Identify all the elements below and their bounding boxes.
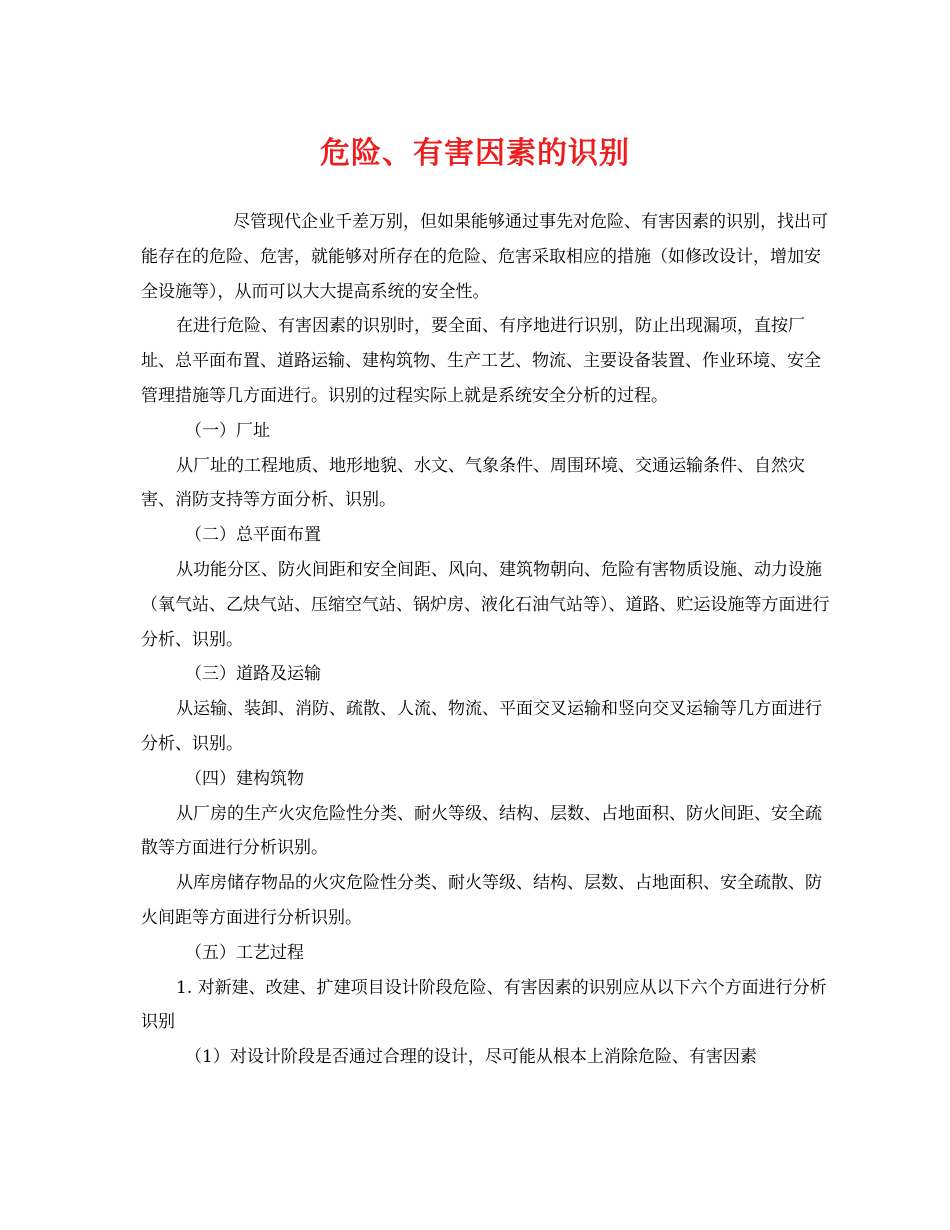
paragraph-factory-buildings: 从厂房的生产火灾危险性分类、耐火等级、结构、层数、占地面积、防火间距、安全疏散等方面进行分析识别。 — [141, 803, 822, 859]
document-body — [141, 205, 831, 1075]
paragraph-warehouses: 从库房储存物品的火灾危险性分类、耐火等级、结构、层数、占地面积、安全疏散、防火间距等方面进行分析识别。 — [141, 873, 822, 928]
document-title: 危险、有害因素的识别 — [320, 136, 630, 171]
section-heading-buildings: （四）建构筑物 — [185, 768, 304, 789]
paragraph-process-item-1: 1. 对新建、改建、扩建项目设计阶段危险、有害因素的识别应从以下六个方面进行分析识别 — [141, 977, 827, 1033]
section-heading-site: （一）厂址 — [185, 420, 270, 441]
paragraph-site: 从厂址的工程地质、地形地貌、水文、气象条件、周围环境、交通运输条件、自然灾害、消防支持等方面分析、识别。 — [141, 455, 805, 511]
section-heading-transport: （三）道路及运输 — [185, 664, 321, 685]
paragraph-process-subitem-1: （1）对设计阶段是否通过合理的设计，尽可能从根本上消除危险、有害因素 — [185, 1047, 757, 1068]
paragraph-layout: 从功能分区、防火间距和安全间距、风向、建筑物朝向、危险有害物质设施、动力设施（氧气站、乙炔气站、压缩空气站、锅炉房、液化石油气站等）、道路、贮运设施等方面进行分析、识别。 — [141, 559, 830, 650]
paragraph-method: 在进行危险、有害因素的识别时，要全面、有序地进行识别，防止出现漏项，直按厂址、总平面布置、道路运输、建构筑物、生产工艺、物流、主要设备装置、作业环境、安全管理措施等几方面进行。识别的过程实际上就是系统安全分析的过程。 — [141, 316, 821, 406]
paragraph-transport: 从运输、装卸、消防、疏散、人流、物流、平面交叉运输和竖向交叉运输等几方面进行分析、识别。 — [141, 699, 822, 754]
section-heading-layout: （二）总平面布置 — [185, 525, 321, 546]
paragraph-intro: 尽管现代企业千差万别，但如果能够通过事先对危险、有害因素的识别，找出可能存在的危险、危害，就能够对所存在的危险、危害采取相应的措施（如修改设计，增加安全设施等），从而可以大大提高系统的安全性。 — [141, 212, 828, 302]
section-heading-process: （五）工艺过程 — [185, 942, 304, 963]
